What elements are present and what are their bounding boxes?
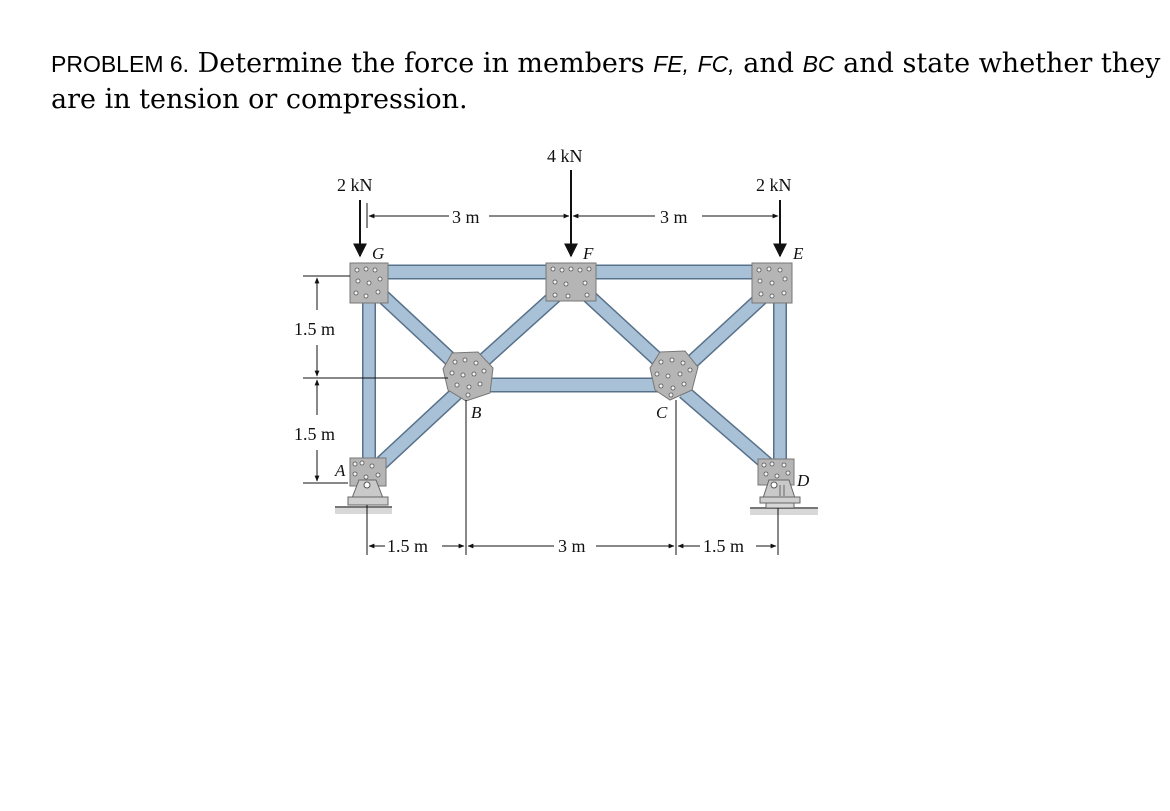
bolt: [757, 268, 761, 272]
bolt: [364, 475, 368, 479]
truss-members: [369, 272, 780, 470]
bolt: [659, 360, 663, 364]
bolt: [670, 358, 674, 362]
bolt: [770, 462, 774, 466]
node-label-e: E: [793, 244, 804, 263]
node-label-a: A: [335, 461, 346, 480]
bolt: [356, 279, 360, 283]
bolt: [478, 382, 482, 386]
bolt: [585, 293, 589, 297]
bolt: [453, 360, 457, 364]
bolt: [583, 281, 587, 285]
bolt: [551, 267, 555, 271]
node-label-c: C: [656, 403, 668, 422]
bolt: [682, 382, 686, 386]
bolt: [669, 393, 673, 397]
node-label-f: F: [583, 244, 594, 263]
bolt: [376, 473, 380, 477]
dim-top: [367, 203, 780, 228]
problem-text-b: and state whether they: [834, 48, 1161, 79]
member-ab: [374, 392, 458, 470]
member-cd: [684, 392, 773, 469]
bolt: [778, 268, 782, 272]
bolt: [762, 463, 766, 467]
dim-label-vert-lower: 1.5 m: [294, 424, 336, 444]
bolt: [467, 385, 471, 389]
bolt: [553, 293, 557, 297]
bolt: [466, 393, 470, 397]
bolt: [764, 472, 768, 476]
bolt: [364, 267, 368, 271]
bolt: [782, 463, 786, 467]
bolt: [566, 294, 570, 298]
member-fc: FC,: [697, 51, 735, 77]
bolt: [353, 472, 357, 476]
bolt: [786, 471, 790, 475]
dim-label-bottom-right: 1.5 m: [703, 536, 745, 556]
load-label-left: 2 kN: [337, 175, 373, 195]
bolt: [560, 268, 564, 272]
bolt: [775, 474, 779, 478]
bolt: [770, 294, 774, 298]
load-label-right: 2 kN: [756, 175, 792, 195]
bolt: [671, 386, 675, 390]
bolt: [564, 282, 568, 286]
ground-left: [335, 507, 392, 514]
bolt: [461, 373, 465, 377]
problem-line-2: are in tension or compression.: [51, 84, 468, 115]
problem-text-and: and: [734, 48, 803, 79]
bolt: [370, 464, 374, 468]
bolt: [688, 368, 692, 372]
bolt: [455, 383, 459, 387]
problem-text-a: Determine the force in members: [189, 48, 654, 79]
bolt: [367, 281, 371, 285]
bolt: [553, 280, 557, 284]
bolt: [482, 369, 486, 373]
node-label-d: D: [797, 471, 810, 490]
dim-label-vert-upper: 1.5 m: [294, 319, 336, 339]
bolt: [767, 267, 771, 271]
bolt: [360, 461, 364, 465]
load-label-center: 4 kN: [547, 146, 583, 166]
bolt: [353, 462, 357, 466]
dim-label-bottom-mid: 3 m: [558, 536, 586, 556]
bolt: [578, 268, 582, 272]
bolt: [474, 361, 478, 365]
bolt: [659, 384, 663, 388]
bolt: [666, 374, 670, 378]
dim-label-top-right: 3 m: [660, 207, 688, 227]
bolt: [587, 267, 591, 271]
bolt: [450, 371, 454, 375]
bolt: [355, 268, 359, 272]
bolt: [783, 277, 787, 281]
member-bc: BC: [802, 51, 835, 77]
bolt: [364, 294, 368, 298]
dim-label-top-left: 3 m: [452, 207, 480, 227]
bolt: [678, 372, 682, 376]
bolt: [655, 372, 659, 376]
bolt: [354, 291, 358, 295]
problem-label: PROBLEM 6.: [51, 51, 190, 77]
bolt: [569, 267, 573, 271]
node-label-b: B: [471, 403, 482, 422]
bolt: [758, 279, 762, 283]
bolt: [376, 290, 380, 294]
bolt: [378, 277, 382, 281]
bolt: [463, 358, 467, 362]
bolt: [782, 291, 786, 295]
member-fe: FE,: [653, 51, 689, 77]
dim-label-bottom-left: 1.5 m: [387, 536, 429, 556]
bolt: [770, 281, 774, 285]
node-label-g: G: [372, 244, 385, 263]
bolt: [681, 361, 685, 365]
bolt: [373, 268, 377, 272]
ground-right: [750, 508, 818, 515]
bolt: [759, 292, 763, 296]
bolt: [472, 372, 476, 376]
